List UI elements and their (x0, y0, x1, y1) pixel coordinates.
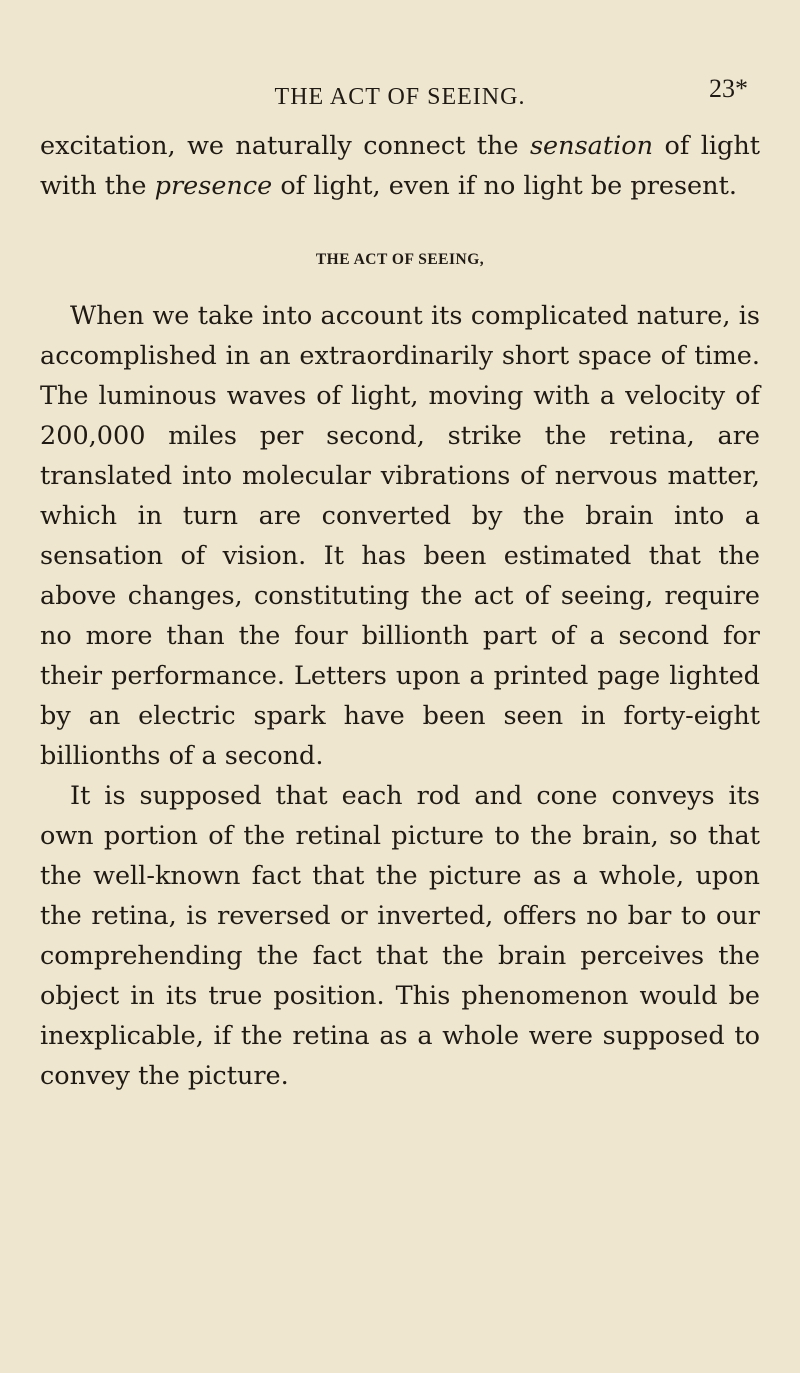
intro-paragraph (40, 126, 760, 206)
intro-text-3: of light, even if no light be present. (272, 171, 737, 201)
page-body (40, 126, 760, 1096)
section-heading: THE ACT OF SEEING, (315, 251, 485, 268)
intro-text-1: excitation, we naturally connect the (40, 131, 530, 161)
body-paragraph-1: When we take into account its complicated nature, is accomplished in an extraordinarily short space of time. The luminous waves of light, moving with a velocity of 200,000 miles per second, strike the retina, are translated into molecular vibrations of nervous matter, which in turn are converted by the brain into a sensation of vision. It has been estimated that the above changes, constituting the act of seeing, require no more than the four billionth part of a second for their performance. Letters upon a printed page lighted by an electric spark have been seen in forty-eight billionths of a second. (40, 301, 760, 771)
intro-emphasis-sensation: sensation (529, 131, 654, 161)
running-head-title: THE ACT OF SEEING. (274, 84, 526, 110)
intro-text-2: of light with the (40, 131, 760, 201)
intro-emphasis-presence: presence (154, 171, 273, 201)
running-head (0, 74, 800, 118)
body-paragraph-2: It is supposed that each rod and cone conveys its own portion of the retinal picture to the brain, so that the well-known fact that the picture as a whole, upon the retina, is reversed or inverted, offers no bar to our comprehending the fact that the brain perceives the object in its true position. This phenomenon would be inexplicable, if the retina as a whole were supposed to convey the picture. (40, 781, 760, 1091)
page-number: 23* (709, 74, 748, 103)
